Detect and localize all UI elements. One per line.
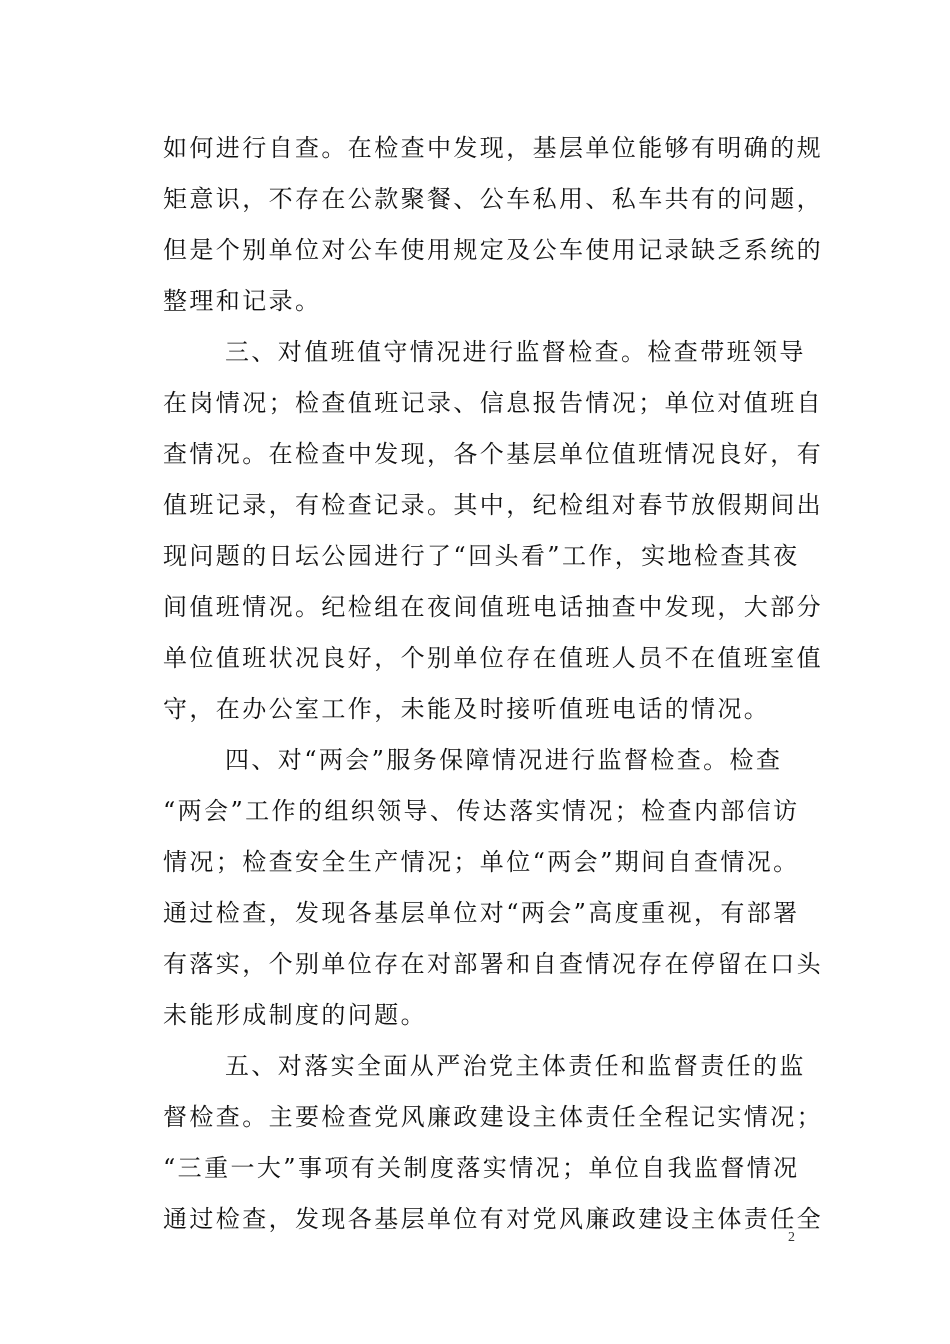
text-line: 未能形成制度的问题。 (163, 1001, 427, 1029)
text-line: 有落实，个别单位存在对部署和自查情况存在停留在口头 (163, 950, 823, 978)
text-line: “三重一大”事项有关制度落实情况；单位自我监督情况 (163, 1154, 800, 1182)
paragraph-3-heading-line: 三、对值班值守情况进行监督检查。检查带班领导 (225, 338, 806, 366)
text-line: 守，在办公室工作，未能及时接听值班电话的情况。 (163, 695, 771, 723)
text-line: “两会”工作的组织领导、传达落实情况；检查内部信访 (163, 797, 800, 825)
text-line: 值班记录，有检查记录。其中，纪检组对春节放假期间出 (163, 491, 823, 519)
text-line: 现问题的日坛公园进行了“回头看”工作，实地检查其夜 (163, 542, 800, 570)
text-line: 督检查。主要检查党风廉政建设主体责任全程记实情况； (163, 1103, 823, 1131)
paragraph-4-heading-line: 四、对“两会”服务保障情况进行监督检查。检查 (225, 746, 783, 774)
text-line: 矩意识，不存在公款聚餐、公车私用、私车共有的问题， (163, 185, 823, 213)
text-line: 整理和记录。 (163, 287, 322, 315)
text-line: 如何进行自查。在检查中发现，基层单位能够有明确的规 (163, 134, 823, 162)
text-line: 在岗情况；检查值班记录、信息报告情况；单位对值班自 (163, 389, 823, 417)
text-line: 单位值班状况良好，个别单位存在值班人员不在值班室值 (163, 644, 823, 672)
text-line: 查情况。在检查中发现，各个基层单位值班情况良好，有 (163, 440, 823, 468)
page-number: 2 (788, 1230, 795, 1245)
text-line: 通过检查，发现各基层单位有对党风廉政建设主体责任全 (163, 1205, 823, 1233)
paragraph-5-heading-line: 五、对落实全面从严治党主体责任和监督责任的监 (225, 1052, 806, 1080)
text-line: 通过检查，发现各基层单位对“两会”高度重视，有部署 (163, 899, 800, 927)
text-line: 但是个别单位对公车使用规定及公车使用记录缺乏系统的 (163, 236, 823, 264)
text-line: 情况；检查安全生产情况；单位“两会”期间自查情况。 (163, 848, 800, 876)
text-line: 间值班情况。纪检组在夜间值班电话抽查中发现，大部分 (163, 593, 823, 621)
